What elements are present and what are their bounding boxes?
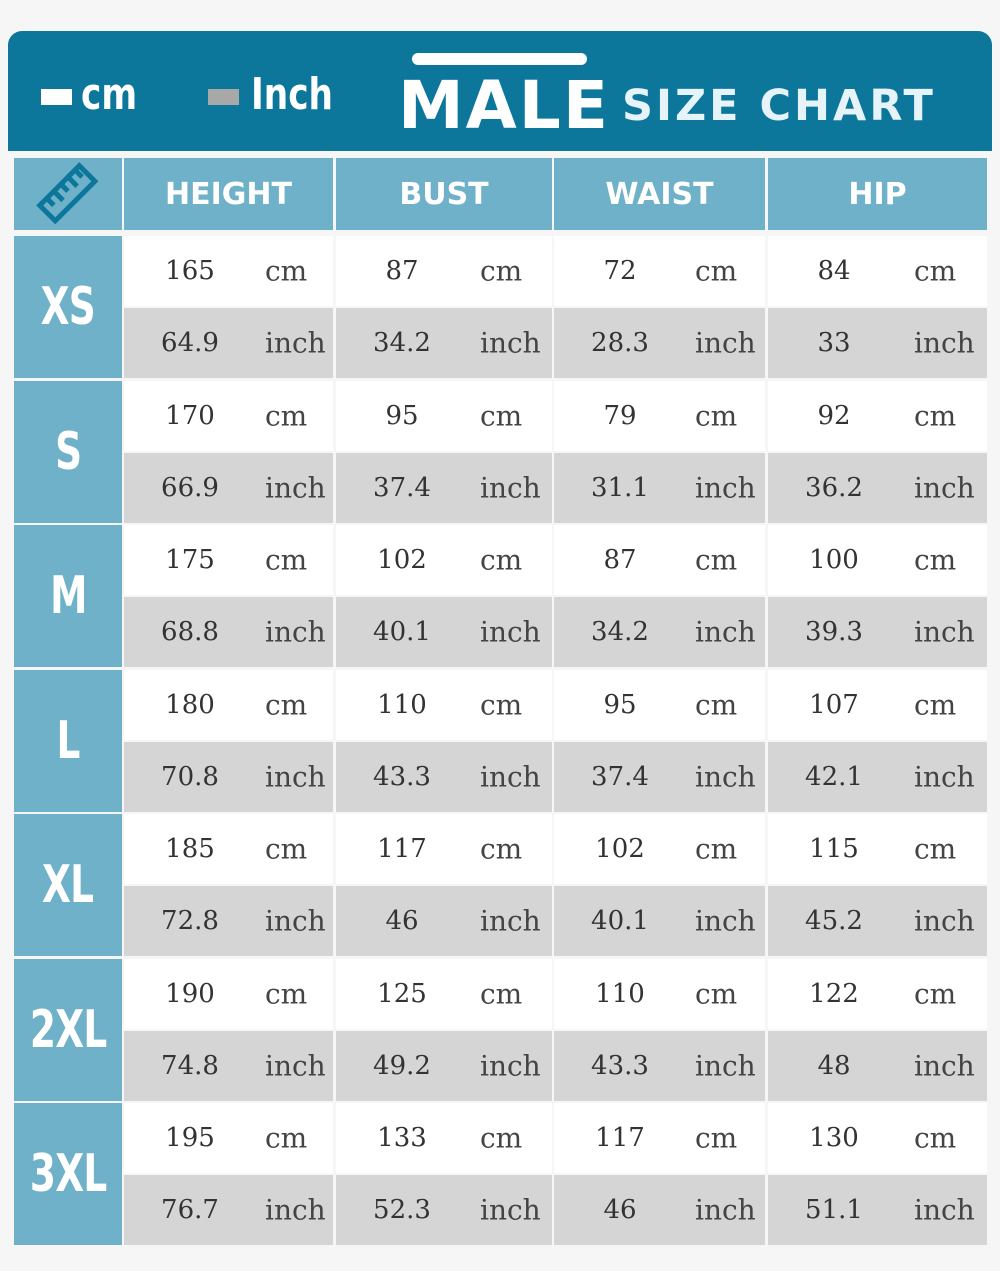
measure-value: 76.7 xyxy=(161,1195,219,1225)
measure-cell-cm xyxy=(124,381,333,451)
title-accent-bar xyxy=(412,53,587,65)
measure-cell-cm xyxy=(336,670,552,740)
measure-unit: inch xyxy=(695,1193,756,1227)
measure-cell-cm xyxy=(124,959,333,1029)
measure-cell-inch xyxy=(124,742,333,812)
measure-unit: cm xyxy=(914,1121,957,1155)
measure-unit: cm xyxy=(480,1121,523,1155)
measure-cell-inch xyxy=(336,886,552,956)
measure-value: 180 xyxy=(165,690,215,720)
measure-value: 36.2 xyxy=(805,473,863,503)
title-main: MALE xyxy=(398,67,610,144)
measure-value: 125 xyxy=(377,979,427,1009)
measure-value: 195 xyxy=(165,1123,215,1153)
measure-cell-cm xyxy=(336,525,552,595)
measure-cell-inch xyxy=(554,597,765,667)
measure-unit: inch xyxy=(480,904,541,938)
measure-cell-cm xyxy=(124,670,333,740)
measure-cell-cm xyxy=(554,236,765,306)
measure-unit: cm xyxy=(265,977,308,1011)
measure-unit: cm xyxy=(914,688,957,722)
measure-cell-cm xyxy=(768,1103,987,1173)
measure-value: 68.8 xyxy=(161,617,219,647)
measure-unit: inch xyxy=(265,615,326,649)
measure-cell-inch xyxy=(336,453,552,523)
measure-value: 70.8 xyxy=(161,762,219,792)
measure-unit: inch xyxy=(695,471,756,505)
measure-value: 66.9 xyxy=(161,473,219,503)
measure-value: 45.2 xyxy=(805,906,863,936)
size-label-xs xyxy=(14,236,122,378)
measure-unit: cm xyxy=(265,254,308,288)
measure-cell-cm xyxy=(768,670,987,740)
measure-cell-inch xyxy=(768,1175,987,1245)
measure-cell-cm xyxy=(768,814,987,884)
column-header-waist: WAIST xyxy=(554,158,765,230)
measure-cell-inch xyxy=(336,308,552,378)
measure-unit: inch xyxy=(480,471,541,505)
measure-unit: cm xyxy=(695,399,738,433)
corner-cell xyxy=(14,158,122,230)
measure-value: 37.4 xyxy=(591,762,649,792)
measure-cell-cm xyxy=(768,381,987,451)
measure-unit: inch xyxy=(265,326,326,360)
measure-value: 34.2 xyxy=(591,617,649,647)
measure-value: 115 xyxy=(809,834,859,864)
column-header-hip: HIP xyxy=(768,158,987,230)
measure-unit: cm xyxy=(480,399,523,433)
measure-unit: inch xyxy=(914,904,975,938)
column-header-height: HEIGHT xyxy=(124,158,333,230)
measure-unit: inch xyxy=(914,1049,975,1083)
measure-unit: inch xyxy=(914,471,975,505)
measure-value: 175 xyxy=(165,545,215,575)
chart-header xyxy=(8,31,992,151)
measure-unit: inch xyxy=(480,1049,541,1083)
measure-value: 110 xyxy=(377,690,427,720)
measure-value: 64.9 xyxy=(161,328,219,358)
measure-unit: cm xyxy=(695,543,738,577)
size-label-xl xyxy=(14,814,122,956)
measure-unit: cm xyxy=(914,254,957,288)
measure-value: 52.3 xyxy=(373,1195,431,1225)
column-header-bust: BUST xyxy=(336,158,552,230)
size-label-text: XL xyxy=(42,855,94,915)
measure-value: 37.4 xyxy=(373,473,431,503)
measure-value: 33 xyxy=(817,328,851,358)
measure-value: 92 xyxy=(817,401,851,431)
measure-unit: inch xyxy=(480,1193,541,1227)
measure-value: 72 xyxy=(603,256,637,286)
inch-legend-swatch xyxy=(208,89,239,105)
cm-legend-label: cm xyxy=(81,69,138,120)
measure-cell-inch xyxy=(554,1175,765,1245)
measure-cell-cm xyxy=(336,814,552,884)
measure-cell-inch xyxy=(124,597,333,667)
measure-unit: cm xyxy=(914,832,957,866)
measure-value: 46 xyxy=(385,906,419,936)
measure-cell-cm xyxy=(554,1103,765,1173)
size-label-s xyxy=(14,381,122,523)
measure-unit: inch xyxy=(695,760,756,794)
measure-unit: inch xyxy=(695,904,756,938)
measure-unit: cm xyxy=(265,688,308,722)
measure-value: 170 xyxy=(165,401,215,431)
measure-cell-inch xyxy=(768,742,987,812)
measure-cell-inch xyxy=(336,1175,552,1245)
measure-value: 43.3 xyxy=(591,1051,649,1081)
measure-unit: inch xyxy=(480,760,541,794)
measure-value: 72.8 xyxy=(161,906,219,936)
measure-unit: inch xyxy=(480,326,541,360)
measure-unit: cm xyxy=(695,832,738,866)
measure-value: 117 xyxy=(377,834,427,864)
measure-cell-inch xyxy=(768,886,987,956)
measure-cell-inch xyxy=(336,1031,552,1101)
measure-value: 110 xyxy=(595,979,645,1009)
measure-cell-inch xyxy=(124,886,333,956)
measure-unit: cm xyxy=(480,832,523,866)
measure-unit: inch xyxy=(265,471,326,505)
measure-unit: cm xyxy=(914,399,957,433)
measure-unit: cm xyxy=(914,977,957,1011)
measure-value: 122 xyxy=(809,979,859,1009)
ruler-icon xyxy=(36,162,100,226)
measure-value: 79 xyxy=(603,401,637,431)
measure-value: 74.8 xyxy=(161,1051,219,1081)
measure-cell-cm xyxy=(554,814,765,884)
measure-cell-inch xyxy=(124,453,333,523)
measure-cell-cm xyxy=(554,525,765,595)
measure-cell-inch xyxy=(554,1031,765,1101)
measure-value: 87 xyxy=(385,256,419,286)
measure-value: 46 xyxy=(603,1195,637,1225)
measure-unit: cm xyxy=(265,399,308,433)
measure-unit: cm xyxy=(265,543,308,577)
measure-value: 100 xyxy=(809,545,859,575)
measure-cell-inch xyxy=(554,742,765,812)
measure-cell-cm xyxy=(124,1103,333,1173)
measure-unit: inch xyxy=(265,1049,326,1083)
measure-cell-cm xyxy=(554,670,765,740)
measure-unit: cm xyxy=(480,543,523,577)
measure-value: 34.2 xyxy=(373,328,431,358)
measure-value: 43.3 xyxy=(373,762,431,792)
measure-unit: inch xyxy=(695,326,756,360)
measure-unit: cm xyxy=(914,543,957,577)
measure-cell-inch xyxy=(336,742,552,812)
measure-unit: inch xyxy=(914,760,975,794)
measure-value: 51.1 xyxy=(805,1195,863,1225)
size-label-2xl xyxy=(14,959,122,1101)
measure-value: 102 xyxy=(595,834,645,864)
measure-unit: cm xyxy=(480,688,523,722)
measure-cell-inch xyxy=(768,453,987,523)
measure-cell-inch xyxy=(124,308,333,378)
measure-value: 48 xyxy=(817,1051,851,1081)
size-label-3xl xyxy=(14,1103,122,1245)
measure-cell-cm xyxy=(336,236,552,306)
measure-unit: inch xyxy=(914,1193,975,1227)
measure-value: 165 xyxy=(165,256,215,286)
measure-value: 84 xyxy=(817,256,851,286)
measure-value: 117 xyxy=(595,1123,645,1153)
measure-cell-cm xyxy=(336,1103,552,1173)
size-label-l xyxy=(14,670,122,812)
measure-value: 42.1 xyxy=(805,762,863,792)
measure-unit: inch xyxy=(265,1193,326,1227)
measure-unit: cm xyxy=(480,977,523,1011)
measure-unit: cm xyxy=(695,254,738,288)
title-sub: SIZE CHART xyxy=(622,81,936,131)
measure-unit: inch xyxy=(480,615,541,649)
measure-value: 95 xyxy=(603,690,637,720)
measure-unit: inch xyxy=(914,615,975,649)
measure-unit: inch xyxy=(914,326,975,360)
measure-value: 49.2 xyxy=(373,1051,431,1081)
measure-cell-cm xyxy=(336,959,552,1029)
measure-unit: cm xyxy=(265,832,308,866)
size-label-text: 3XL xyxy=(29,1144,107,1204)
measure-value: 190 xyxy=(165,979,215,1009)
cm-legend-swatch xyxy=(41,89,72,105)
measure-cell-cm xyxy=(768,236,987,306)
measure-value: 31.1 xyxy=(591,473,649,503)
measure-unit: inch xyxy=(695,615,756,649)
measure-cell-inch xyxy=(554,886,765,956)
measure-value: 130 xyxy=(809,1123,859,1153)
measure-cell-cm xyxy=(554,959,765,1029)
inch-legend-label: Inch xyxy=(251,69,333,120)
size-label-m xyxy=(14,525,122,667)
measure-cell-inch xyxy=(554,453,765,523)
measure-cell-cm xyxy=(336,381,552,451)
measure-cell-cm xyxy=(124,525,333,595)
measure-cell-inch xyxy=(124,1175,333,1245)
measure-unit: cm xyxy=(695,977,738,1011)
measure-cell-inch xyxy=(768,1031,987,1101)
measure-cell-cm xyxy=(768,959,987,1029)
measure-cell-inch xyxy=(124,1031,333,1101)
measure-value: 39.3 xyxy=(805,617,863,647)
measure-cell-inch xyxy=(768,597,987,667)
size-label-text: M xyxy=(49,566,87,626)
measure-cell-cm xyxy=(124,236,333,306)
size-label-text: XS xyxy=(40,277,96,337)
measure-value: 95 xyxy=(385,401,419,431)
measure-value: 107 xyxy=(809,690,859,720)
measure-unit: inch xyxy=(695,1049,756,1083)
size-label-text: L xyxy=(56,711,80,771)
measure-value: 133 xyxy=(377,1123,427,1153)
measure-cell-inch xyxy=(336,597,552,667)
measure-value: 40.1 xyxy=(373,617,431,647)
measure-value: 87 xyxy=(603,545,637,575)
size-label-text: S xyxy=(54,422,82,482)
measure-cell-cm xyxy=(768,525,987,595)
measure-unit: cm xyxy=(695,688,738,722)
measure-value: 40.1 xyxy=(591,906,649,936)
measure-value: 185 xyxy=(165,834,215,864)
measure-cell-inch xyxy=(768,308,987,378)
measure-unit: cm xyxy=(480,254,523,288)
measure-cell-cm xyxy=(124,814,333,884)
measure-unit: cm xyxy=(695,1121,738,1155)
measure-cell-inch xyxy=(554,308,765,378)
size-label-text: 2XL xyxy=(29,1000,107,1060)
measure-unit: cm xyxy=(265,1121,308,1155)
measure-unit: inch xyxy=(265,760,326,794)
measure-unit: inch xyxy=(265,904,326,938)
measure-value: 28.3 xyxy=(591,328,649,358)
measure-cell-cm xyxy=(554,381,765,451)
measure-value: 102 xyxy=(377,545,427,575)
